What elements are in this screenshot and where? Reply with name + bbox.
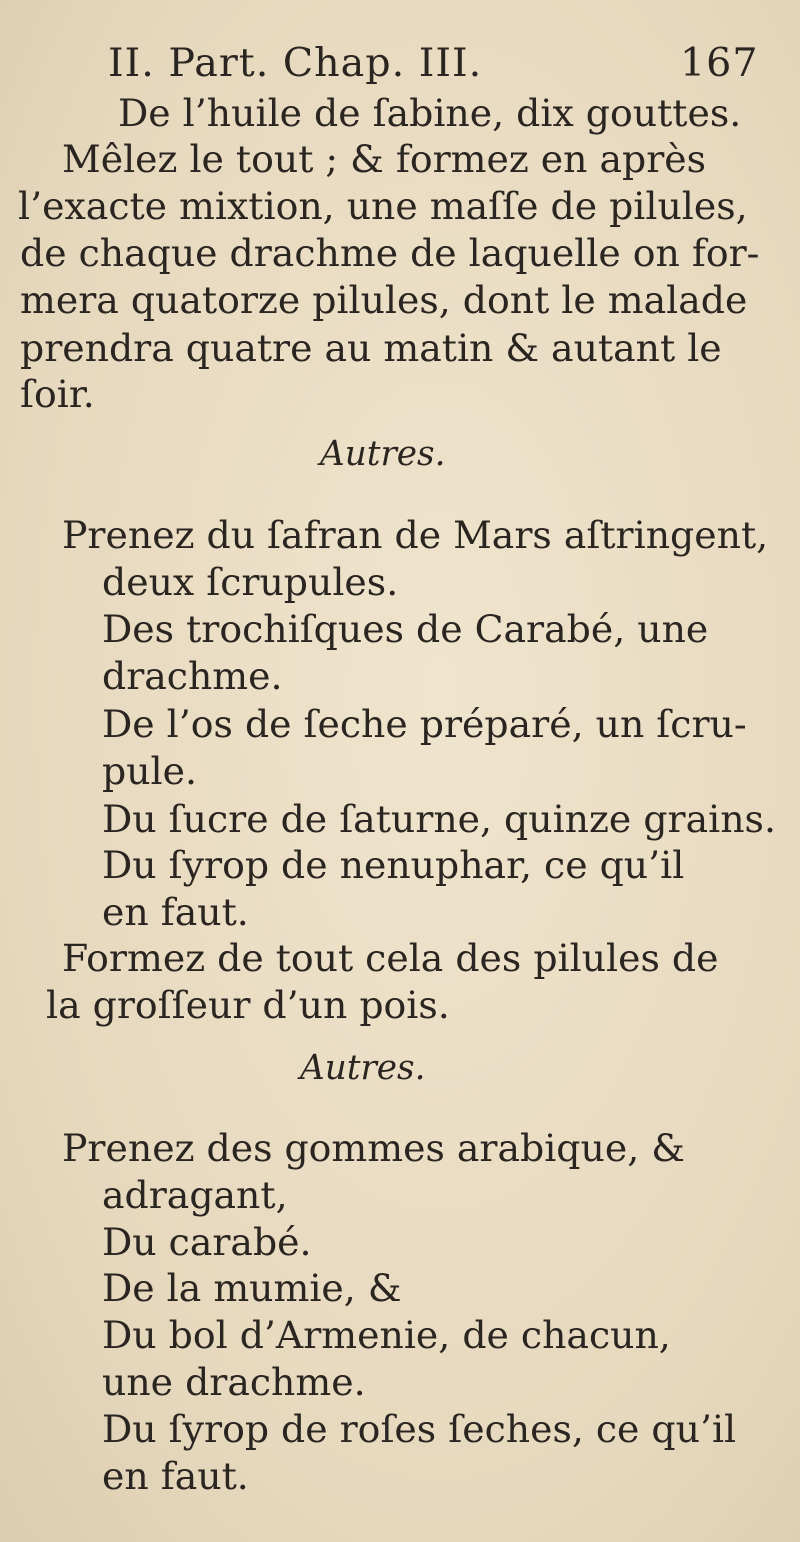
text-line: deux ſcrupules. (102, 559, 399, 604)
section-heading: Autres. (300, 1048, 426, 1089)
page-number: 167 (680, 40, 759, 87)
text-line: prendra quatre au matin & autant le (20, 326, 722, 371)
text-line: la groſſeur d’un pois. (46, 983, 450, 1028)
text-line: Du ſyrop de roſes ſeches, ce qu’il (102, 1407, 737, 1452)
text-line: Du ſucre de ſaturne, quinze grains. (102, 796, 776, 841)
text-line: Du carabé. (102, 1219, 312, 1264)
text-line: De la mumie, & (102, 1265, 402, 1310)
text-line: Des trochiſques de Carabé, une (102, 607, 709, 652)
text-line: De l’os de ſeche préparé, un ſcru- (102, 702, 747, 747)
text-line: Formez de tout cela des pilules de (62, 936, 719, 981)
text-line: l’exacte mixtion, une maſſe de pilules, (18, 183, 748, 228)
text-line: De l’huile de ſabine, dix gouttes. (118, 90, 742, 135)
text-line: une drachme. (102, 1360, 366, 1405)
text-line: Prenez des gommes arabique, & (62, 1125, 685, 1170)
text-line: ſoir. (20, 372, 95, 417)
text-line: drachme. (102, 654, 283, 699)
running-head: II. Part. Chap. III. (108, 40, 483, 87)
text-line: de chaque drachme de laquelle on for- (20, 231, 760, 276)
text-line: Du ſyrop de nenuphar, ce qu’il (102, 842, 685, 887)
text-line: en faut. (102, 1454, 249, 1498)
text-line: adragant, (102, 1172, 288, 1217)
text-line: Prenez du ſafran de Mars aſtringent, (62, 512, 769, 557)
text-line: mera quatorze pilules, dont le malade (20, 278, 748, 323)
text-line: pule. (102, 748, 198, 793)
text-line: en faut. (102, 889, 249, 934)
section-heading: Autres. (320, 434, 446, 475)
text-line: Du bol d’Armenie, de chacun, (102, 1313, 671, 1358)
text-line: Mêlez le tout ; & formez en après (62, 136, 707, 181)
